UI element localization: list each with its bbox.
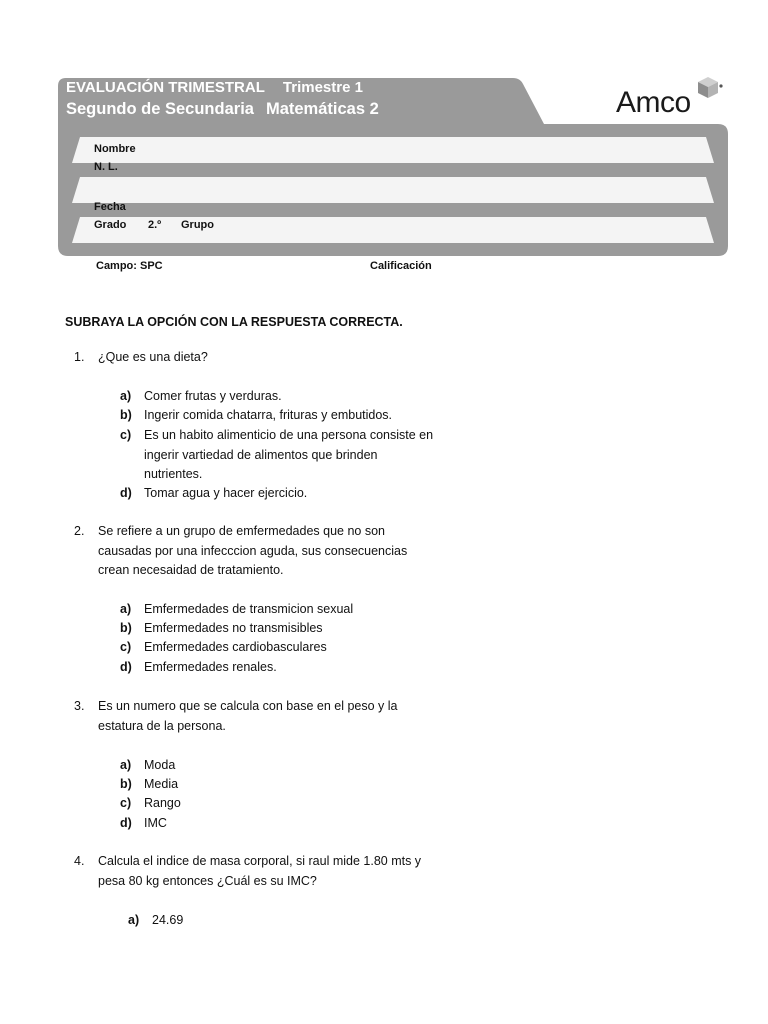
campo-label: Campo: SPC [96,260,163,272]
option-text: Tomar agua y hacer ejercicio. [144,486,308,500]
group-label: Grupo [181,219,214,231]
exam-title: EVALUACIÓN TRIMESTRAL [66,79,265,96]
option-letter: a) [120,758,132,772]
question-text: Es un numero que se calcula con base en el peso y la estatura de la persona. [98,699,398,733]
option-letter: b) [120,621,132,635]
option-letter: b) [120,777,132,791]
option-text: Media [144,777,179,791]
question-text: Se refiere a un grupo de emfermedades que no son causadas por una infecccion aguda, sus consecuencias crean necesaidad de tratamiento. [98,524,408,577]
date-label: Fecha [94,201,126,213]
question-number: 3. [74,699,85,713]
option-text: 24.69 [152,913,184,927]
option-text: Moda [144,758,176,772]
question-number: 1. [74,350,85,364]
nl-label: N. L. [94,161,118,173]
option-letter: c) [120,428,132,442]
option-letter: d) [120,660,132,674]
grade-field-strip [72,217,714,243]
amco-logo-cube-icon [690,74,726,104]
option-text: Comer frutas y verduras. [144,389,282,403]
option-text: IMC [144,816,167,830]
option-letter: a) [128,913,140,927]
option-text: Emfermedades renales. [144,660,277,674]
trimester-label: Trimestre 1 [282,79,363,96]
option-text: Ingerir comida chatarra, frituras y embutidos. [144,408,393,422]
option-letter: a) [120,602,132,616]
option-text: Emfermedades no transmisibles [144,621,323,635]
grade-level: Segundo de Secundaria [66,100,254,118]
name-field-strip [72,137,714,163]
option-letter: c) [120,640,132,654]
subject-label: Matemáticas 2 [265,100,379,118]
grade-label: Grado [94,219,127,231]
question-number: 4. [74,854,85,868]
option-letter: c) [120,796,132,810]
option-letter: d) [120,816,132,830]
name-label: Nombre [94,143,136,155]
header-line-1 [66,79,363,96]
instruction-heading: SUBRAYA LA OPCIÓN CON LA RESPUESTA CORRECTA. [65,315,403,329]
option-text: Emfermedades cardiobasculares [144,640,327,654]
grade-value: 2.º [148,219,162,231]
amco-logo: Amco [616,86,691,119]
option-letter: d) [120,486,132,500]
header-line-2 [66,100,379,119]
question-text: ¿Que es una dieta? [98,350,208,364]
question-text: Calcula el indice de masa corporal, si raul mide 1.80 mts y pesa 80 kg entonces ¿Cuál es su IMC? [98,854,422,888]
option-letter: b) [120,408,132,422]
question-number: 2. [74,524,85,538]
option-text: Rango [144,796,181,810]
score-label: Calificación [370,260,432,272]
option-letter: a) [120,389,132,403]
option-text: Es un habito alimenticio de una persona consiste en ingerir vartiedad de alimentos que brinden nutrientes. [144,428,434,481]
option-text: Emfermedades de transmicion sexual [144,602,354,616]
date-field-strip [72,177,714,203]
